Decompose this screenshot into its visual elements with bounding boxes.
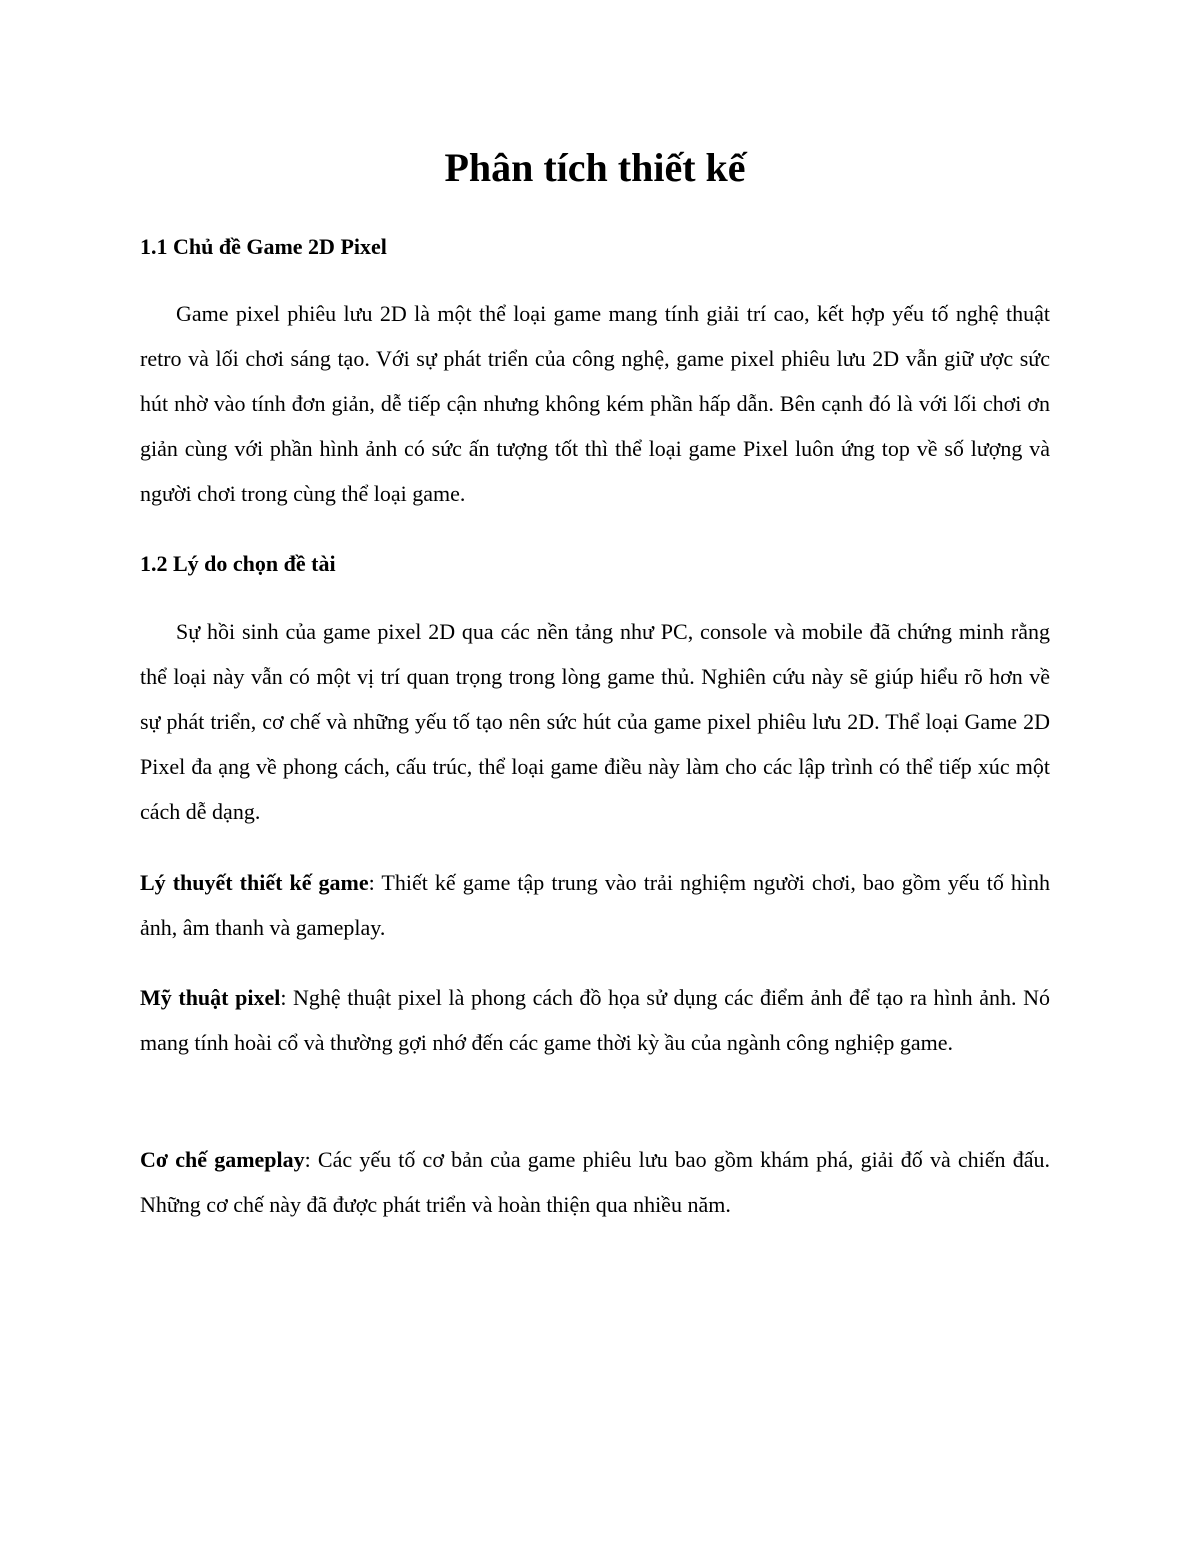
section-heading-2: 1.2 Lý do chọn đề tài xyxy=(140,551,336,576)
page-title: Phân tích thiết kế xyxy=(444,145,746,190)
definition-text-1: : Thiết kế game tập trung vào trải nghiệm người chơi, bao gồm yếu tố hình ảnh, âm thanh và gameplay. xyxy=(140,870,1051,940)
definition-term-3: Cơ chế gameplay xyxy=(140,1147,305,1172)
section-paragraph-1: Game pixel phiêu lưu 2D là một thể loại game mang tính giải trí cao, kết hợp yếu tố nghệ thuật retro và lối chơi sáng tạo. Với sự phát triển của công nghệ, game pixel phiêu lưu 2D vẫn giữ ược sức hút nhờ vào tính đơn giản, dễ tiếp cận nhưng không kém phần hấp dẫn. Bên cạnh đó là với lối chơi ơn giản cùng với phần hình ảnh có sức ấn tượng tốt thì thể loại game Pixel luôn ứng top về số lượng và người chơi trong cùng thể loại game. xyxy=(140,301,1050,506)
definition-paragraph-2 xyxy=(140,975,1050,1065)
section-heading-1: 1.1 Chủ đề Game 2D Pixel xyxy=(140,234,387,259)
definition-paragraph-1 xyxy=(140,860,1050,950)
definition-term-1: Lý thuyết thiết kế game xyxy=(140,870,369,895)
definition-text-3: : Các yếu tố cơ bản của game phiêu lưu bao gồm khám phá, giải đố và chiến đấu. Những cơ chế này đã được phát triển và hoàn thiện qua nhiều năm. xyxy=(140,1147,1050,1217)
definition-paragraph-3 xyxy=(140,1137,1050,1227)
section-paragraph-2: Sự hồi sinh của game pixel 2D qua các nền tảng như PC, console và mobile đã chứng minh rằng thể loại này vẫn có một vị trí quan trọng trong lòng game thủ. Nghiên cứu này sẽ giúp hiểu rõ hơn về sự phát triển, cơ chế và những yếu tố tạo nên sức hút của game pixel phiêu lưu 2D. Thể loại Game 2D Pixel đa ạng về phong cách, cấu trúc, thể loại game điều này làm cho các lập trình có thể tiếp xúc một cách dễ dạng. xyxy=(140,619,1050,824)
definition-term-2: Mỹ thuật pixel xyxy=(140,985,281,1010)
definition-text-2: : Nghệ thuật pixel là phong cách đồ họa sử dụng các điểm ảnh để tạo ra hình ảnh. Nó mang tính hoài cổ và thường gợi nhớ đến các game thời kỳ ầu của ngành công nghiệp game. xyxy=(140,985,1050,1055)
